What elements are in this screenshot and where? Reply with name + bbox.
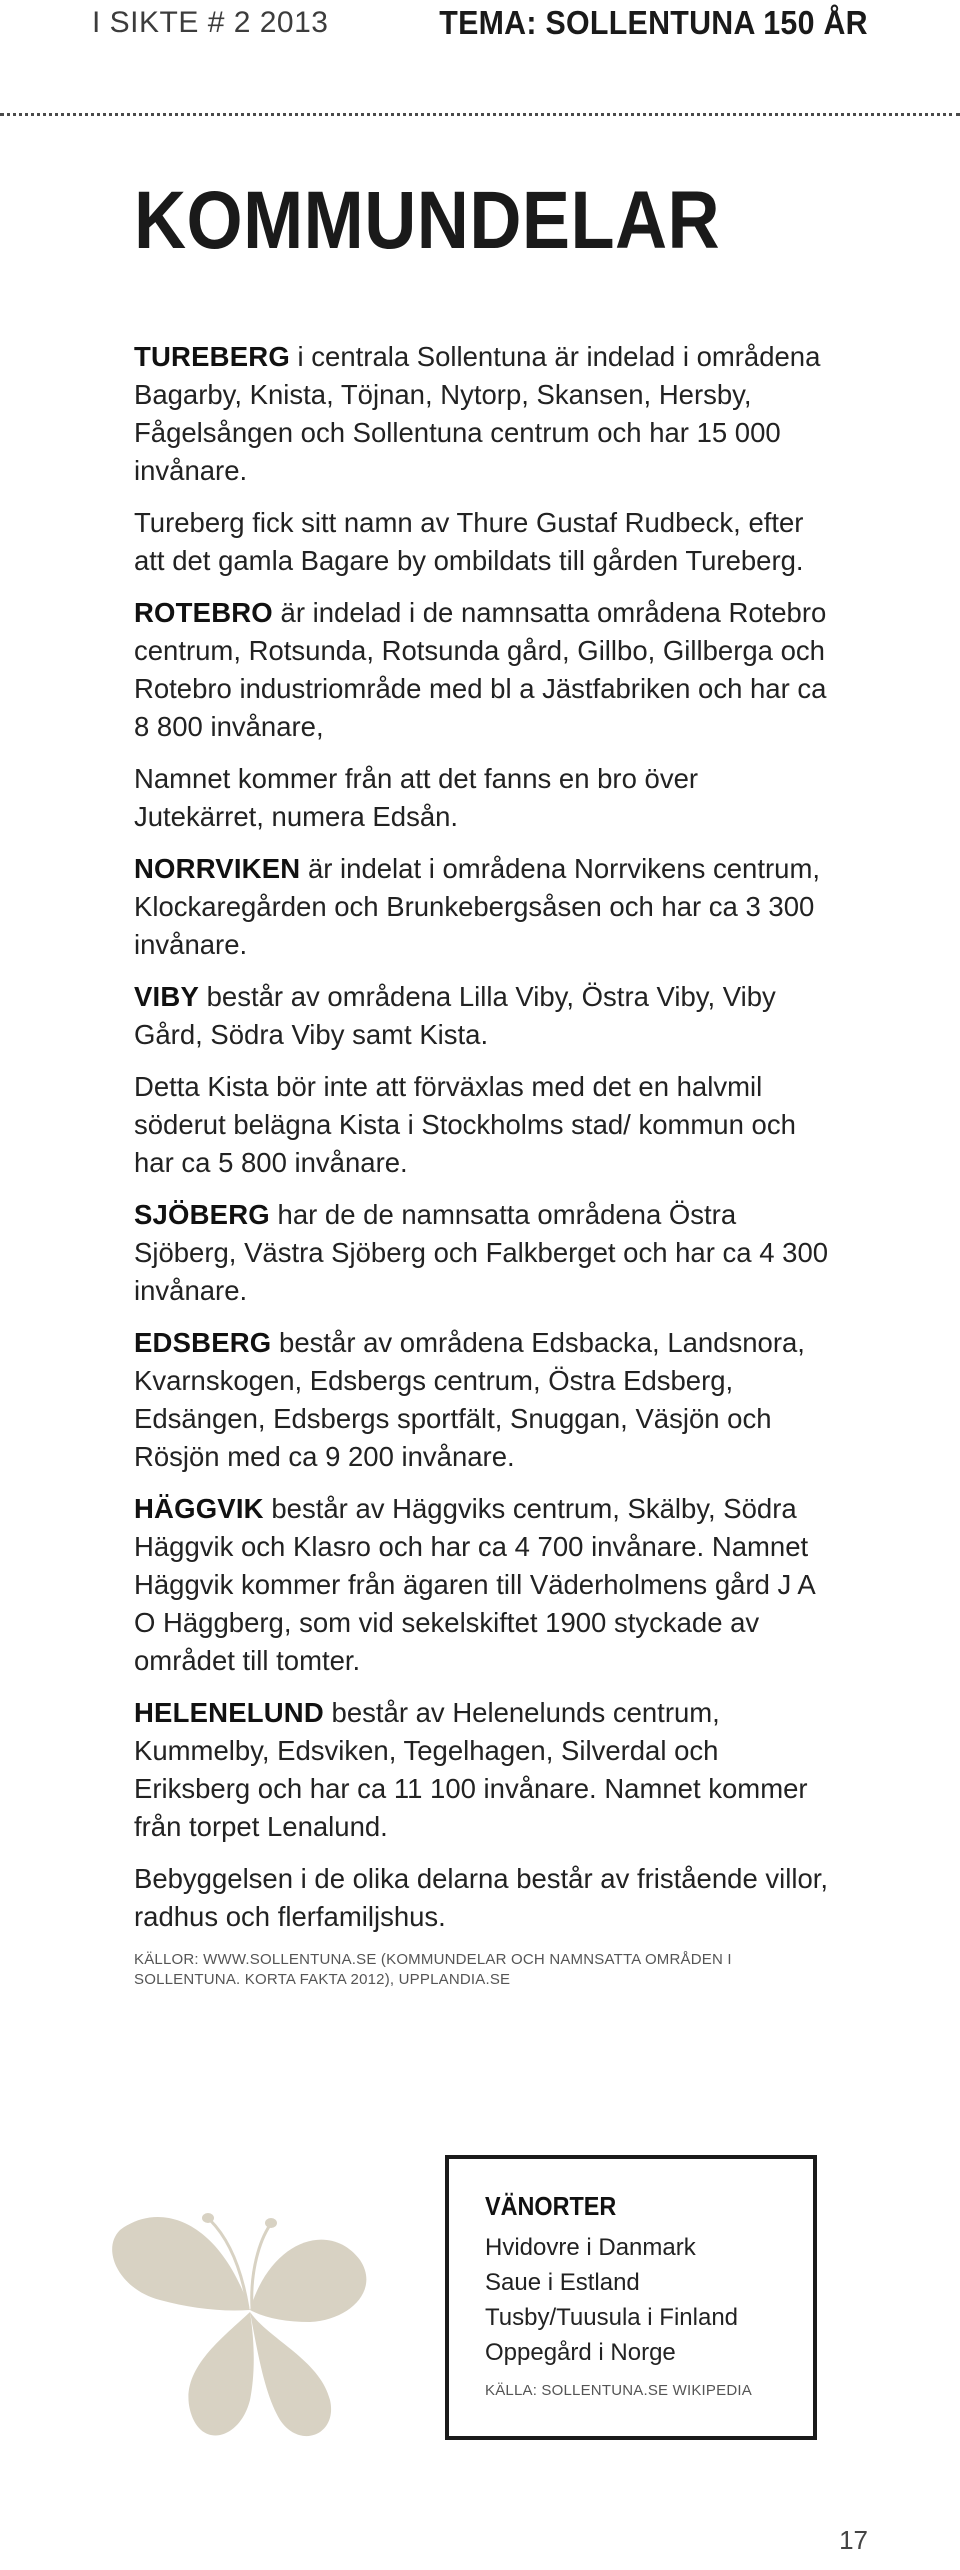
paragraph	[134, 1196, 834, 1310]
district-name: EDSBERG	[134, 1327, 272, 1358]
paragraph-text: Tureberg fick sitt namn av Thure Gustaf Rudbeck, efter att det gamla Bagare by ombildats till gården Tureberg.	[134, 507, 804, 576]
paragraph	[134, 338, 834, 490]
vanorter-source: KÄLLA: SOLLENTUNA.SE WIKIPEDIA	[485, 2382, 752, 2399]
paragraph	[134, 1490, 834, 1680]
theme-label: TEMA: SOLLENTUNA 150 ÅR	[439, 4, 868, 41]
district-name: TUREBERG	[134, 341, 290, 372]
paragraph	[134, 1324, 834, 1476]
paragraph-text: Namnet kommer från att det fanns en bro över Jutekärret, numera Edsån.	[134, 763, 699, 832]
butterfly-icon	[100, 2160, 410, 2470]
paragraph	[134, 850, 834, 964]
paragraph-text: är indelat i områdena Norrvikens centrum, Klockaregården och Brunkebergsåsen och har ca 3 300 invånare.	[134, 853, 820, 960]
page-header	[0, 0, 960, 60]
paragraph-text: i centrala Sollentuna är indelad i områdena Bagarby, Knista, Töjnan, Nytorp, Skansen, Hersby, Fågelsången och Sollentuna centrum och har 15 000 invånare.	[134, 341, 821, 486]
district-name: SJÖBERG	[134, 1199, 270, 1230]
sources-note: KÄLLOR: WWW.SOLLENTUNA.SE (KOMMUNDELAR OCH NAMNSATTA OMRÅDEN I SOLLENTUNA. KORTA FAKTA 2012), UPPLANDIA.SE	[134, 1951, 732, 1988]
paragraph-text: består av Helenelunds centrum, Kummelby, Edsviken, Tegelhagen, Silverdal och Eriksberg och har ca 11 100 invånare. Namnet kommer från torpet Lenalund.	[134, 1697, 808, 1842]
paragraph-text: har de de namnsatta områdena Östra Sjöberg, Västra Sjöberg och Falkberget och har ca 4 300 invånare.	[134, 1199, 829, 1306]
vanort-item: Tusby/Tuusula i Finland	[485, 2304, 739, 2331]
paragraph-text: Detta Kista bör inte att förväxlas med det en halvmil söderut belägna Kista i Stockholms stad/ kommun och har ca 5 800 invånare.	[134, 1071, 796, 1178]
vanorter-title: VÄNORTER	[485, 2191, 617, 2221]
page-title: KOMMUNDELAR	[134, 175, 721, 266]
issue-label: I SIKTE # 2 2013	[92, 6, 329, 39]
paragraph-text: Bebyggelsen i de olika delarna består av fristående villor, radhus och flerfamiljshus.	[134, 1863, 829, 1932]
district-name: HÄGGVIK	[134, 1493, 264, 1524]
district-name: ROTEBRO	[134, 597, 273, 628]
district-name: VIBY	[134, 981, 199, 1012]
vanorter-box	[445, 2155, 817, 2440]
vanort-item: Saue i Estland	[485, 2269, 640, 2296]
dotted-divider	[0, 113, 960, 116]
district-name: NORRVIKEN	[134, 853, 301, 884]
paragraph	[134, 1694, 834, 1846]
paragraph	[134, 760, 834, 836]
article-body	[134, 338, 834, 1990]
district-name: HELENELUND	[134, 1697, 324, 1728]
paragraph-text: består av Häggviks centrum, Skälby, Södra Häggvik och Klasro och har ca 4 700 invånare. Namnet Häggvik kommer från ägaren till Väderholmens gård J A O Häggberg, som vid sekelskiftet 1900 styckade av området till tomter.	[134, 1493, 815, 1676]
paragraph-text: består av områdena Edsbacka, Landsnora, Kvarnskogen, Edsbergs centrum, Östra Edsberg, Edsängen, Edsbergs sportfält, Snuggan, Väsjön och Rösjön med ca 9 200 invånare.	[134, 1327, 805, 1472]
page-number: 17	[839, 2525, 868, 2555]
paragraph	[134, 504, 834, 580]
paragraph	[134, 978, 834, 1054]
vanort-item: Hvidovre i Danmark	[485, 2234, 696, 2261]
paragraph-text: består av områdena Lilla Viby, Östra Viby, Viby Gård, Södra Viby samt Kista.	[134, 981, 776, 1050]
paragraph-text: är indelad i de namnsatta områdena Rotebro centrum, Rotsunda, Rotsunda gård, Gillbo, Gillberga och Rotebro industriområde med bl a Jästfabriken och har ca 8 800 invånare,	[134, 597, 827, 742]
paragraph	[134, 594, 834, 746]
paragraph	[134, 1860, 834, 1936]
paragraph	[134, 1068, 834, 1182]
vanort-item: Oppegård i Norge	[485, 2339, 676, 2366]
